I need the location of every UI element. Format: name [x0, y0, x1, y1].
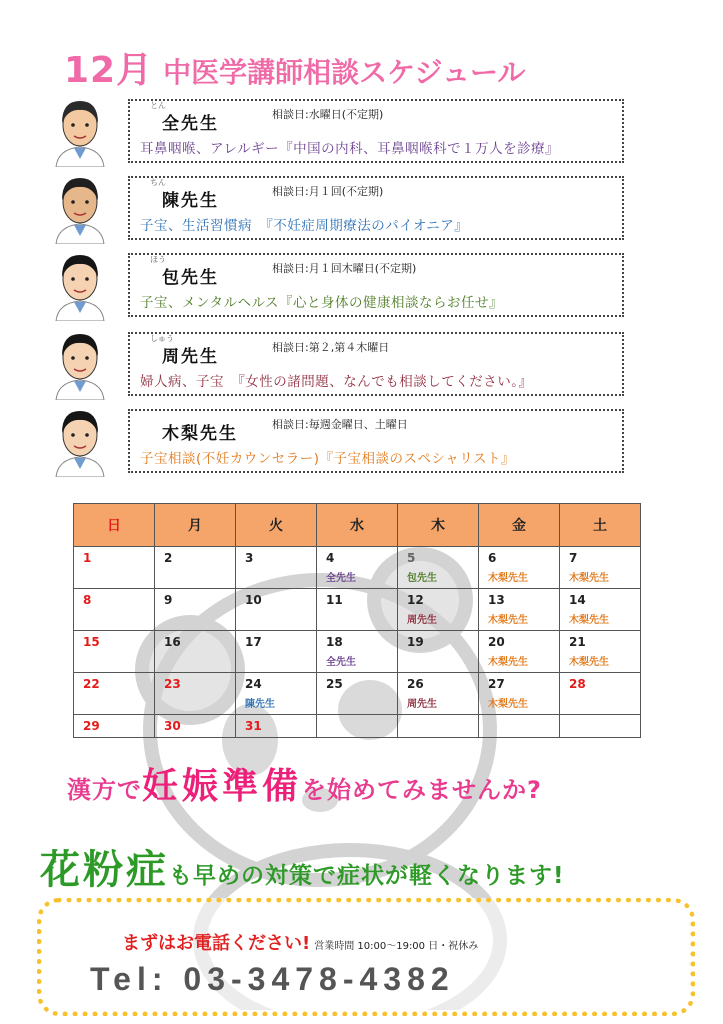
phone-number[interactable]: Tel: 03-3478-4382 [90, 961, 455, 997]
doctor-specialty: 子宝、メンタルヘルス『心と身体の健康相談ならお任せ』 [140, 295, 504, 311]
call-text: まずはお電話ください! [122, 933, 311, 954]
calendar-day [155, 547, 236, 589]
doctor-name: 木梨先生 [162, 424, 238, 444]
calendar-day [236, 631, 317, 673]
calendar-day [398, 589, 479, 631]
weekday-header: 水 [317, 504, 398, 547]
schedule-calendar [73, 503, 641, 738]
doctor-card [128, 99, 624, 163]
day-number: 30 [164, 719, 181, 733]
consult-days: 相談日:月１回(不定期) [272, 185, 384, 198]
calendar-day [479, 631, 560, 673]
calendar-day [236, 673, 317, 715]
day-doctor-note: 木梨先生 [569, 615, 609, 626]
calendar-day [74, 589, 155, 631]
day-number: 4 [326, 551, 335, 565]
consult-days: 相談日:月１回木曜日(不定期) [272, 262, 417, 275]
calendar-day [479, 715, 560, 738]
calendar-day [479, 589, 560, 631]
day-number: 7 [569, 551, 578, 565]
day-number: 23 [164, 677, 181, 691]
weekday-header: 木 [398, 504, 479, 547]
calendar-week [74, 589, 641, 631]
day-number: 17 [245, 635, 262, 649]
day-doctor-note: 木梨先生 [569, 573, 609, 584]
calendar-week [74, 547, 641, 589]
doctor-furigana: ちん [150, 178, 166, 187]
calendar-day [317, 547, 398, 589]
day-doctor-note: 木梨先生 [488, 615, 528, 626]
pregnancy-promo [67, 758, 542, 809]
doctor-card [128, 332, 624, 396]
consult-days: 相談日:水曜日(不定期) [272, 108, 384, 121]
calendar-day [398, 547, 479, 589]
day-number: 20 [488, 635, 505, 649]
doctor-row [0, 249, 723, 327]
calendar-day [74, 547, 155, 589]
pollen-promo [40, 838, 565, 895]
doctor-name: 包先生 [162, 268, 219, 288]
calendar-day [479, 547, 560, 589]
calendar-day [155, 715, 236, 738]
calendar-day [74, 673, 155, 715]
calendar-day [236, 547, 317, 589]
consult-days: 相談日:第２,第４木曜日 [272, 341, 390, 354]
doctor-card [128, 176, 624, 240]
day-doctor-note: 陳先生 [245, 699, 275, 710]
calendar-day [317, 589, 398, 631]
day-number: 27 [488, 677, 505, 691]
doctor-furigana: しゅう [150, 334, 174, 343]
day-doctor-note: 木梨先生 [488, 657, 528, 668]
doctor-name: 陳先生 [162, 191, 219, 211]
calendar-day [479, 673, 560, 715]
calendar-day [236, 589, 317, 631]
calendar-day [560, 547, 641, 589]
pollen-promo-post: も早めの対策で症状が軽くなります! [169, 863, 565, 889]
title-month: 12月 [64, 50, 154, 91]
day-doctor-note: 木梨先生 [488, 573, 528, 584]
calendar-day [74, 715, 155, 738]
weekday-header: 日 [74, 504, 155, 547]
doctor-specialty: 子宝相談(不妊カウンセラー)『子宝相談のスペシャリスト』 [140, 451, 515, 467]
doctor-portrait-icon [52, 405, 108, 477]
doctor-row [0, 95, 723, 173]
contact-box [37, 898, 695, 1016]
doctor-name: 全先生 [162, 114, 219, 134]
pregnancy-promo-post: を始めてみませんか? [302, 776, 542, 804]
calendar-week [74, 631, 641, 673]
doctor-card [128, 253, 624, 317]
day-doctor-note: 全先生 [326, 573, 356, 584]
calendar-day [155, 589, 236, 631]
business-hours: 営業時間 10:00～19:00 日・祝休み [314, 941, 479, 952]
day-number: 19 [407, 635, 424, 649]
day-number: 1 [83, 551, 92, 565]
calendar-day [74, 631, 155, 673]
call-message [122, 929, 478, 955]
day-doctor-note: 木梨先生 [488, 699, 528, 710]
day-number: 5 [407, 551, 416, 565]
calendar-day [398, 631, 479, 673]
calendar-day [560, 715, 641, 738]
day-number: 14 [569, 593, 586, 607]
title-text: 中医学講師相談スケジュール [163, 56, 526, 89]
day-number: 12 [407, 593, 424, 607]
day-number: 28 [569, 677, 586, 691]
calendar-day [398, 715, 479, 738]
doctor-card [128, 409, 624, 473]
calendar-day [560, 631, 641, 673]
day-number: 13 [488, 593, 505, 607]
doctor-portrait-icon [52, 172, 108, 244]
day-number: 9 [164, 593, 173, 607]
calendar-day [398, 673, 479, 715]
doctor-specialty: 婦人病、子宝 『女性の諸問題、なんでも相談してください。』 [140, 374, 533, 390]
day-number: 25 [326, 677, 343, 691]
page-title [64, 42, 684, 93]
day-number: 2 [164, 551, 173, 565]
calendar-day [155, 631, 236, 673]
day-number: 29 [83, 719, 100, 733]
weekday-header: 金 [479, 504, 560, 547]
weekday-header: 火 [236, 504, 317, 547]
calendar-week [74, 673, 641, 715]
day-number: 24 [245, 677, 262, 691]
day-number: 16 [164, 635, 181, 649]
calendar-day [236, 715, 317, 738]
day-number: 10 [245, 593, 262, 607]
calendar-day [317, 673, 398, 715]
doctor-portrait-icon [52, 95, 108, 167]
doctor-specialty: 子宝、生活習慣病 『不妊症周期療法のパイオニア』 [140, 218, 469, 234]
day-number: 22 [83, 677, 100, 691]
calendar-day [317, 715, 398, 738]
day-doctor-note: 全先生 [326, 657, 356, 668]
day-doctor-note: 包先生 [407, 573, 437, 584]
day-number: 18 [326, 635, 343, 649]
weekday-header: 土 [560, 504, 641, 547]
day-number: 21 [569, 635, 586, 649]
doctor-row [0, 328, 723, 406]
day-doctor-note: 木梨先生 [569, 657, 609, 668]
day-number: 3 [245, 551, 254, 565]
pregnancy-promo-pre: 漢方で [67, 776, 142, 804]
pollen-promo-highlight: 花粉症 [40, 847, 169, 893]
doctor-furigana: とん [150, 101, 166, 110]
day-number: 11 [326, 593, 343, 607]
doctor-row [0, 405, 723, 483]
doctor-name: 周先生 [162, 347, 219, 367]
doctor-specialty: 耳鼻咽喉、アレルギー『中国の内科、耳鼻咽喉科で１万人を診療』 [140, 141, 560, 157]
doctor-portrait-icon [52, 249, 108, 321]
consult-days: 相談日:毎週金曜日、土曜日 [272, 418, 408, 431]
calendar-day [560, 673, 641, 715]
calendar-day [155, 673, 236, 715]
pregnancy-promo-highlight: 妊娠準備 [142, 766, 303, 807]
day-doctor-note: 周先生 [407, 699, 437, 710]
day-number: 31 [245, 719, 262, 733]
day-doctor-note: 周先生 [407, 615, 437, 626]
day-number: 15 [83, 635, 100, 649]
calendar-week [74, 715, 641, 738]
day-number: 8 [83, 593, 92, 607]
weekday-header: 月 [155, 504, 236, 547]
doctor-row [0, 172, 723, 250]
doctor-furigana: ほう [150, 255, 166, 264]
calendar-day [560, 589, 641, 631]
day-number: 6 [488, 551, 497, 565]
doctor-portrait-icon [52, 328, 108, 400]
day-number: 26 [407, 677, 424, 691]
calendar-day [317, 631, 398, 673]
